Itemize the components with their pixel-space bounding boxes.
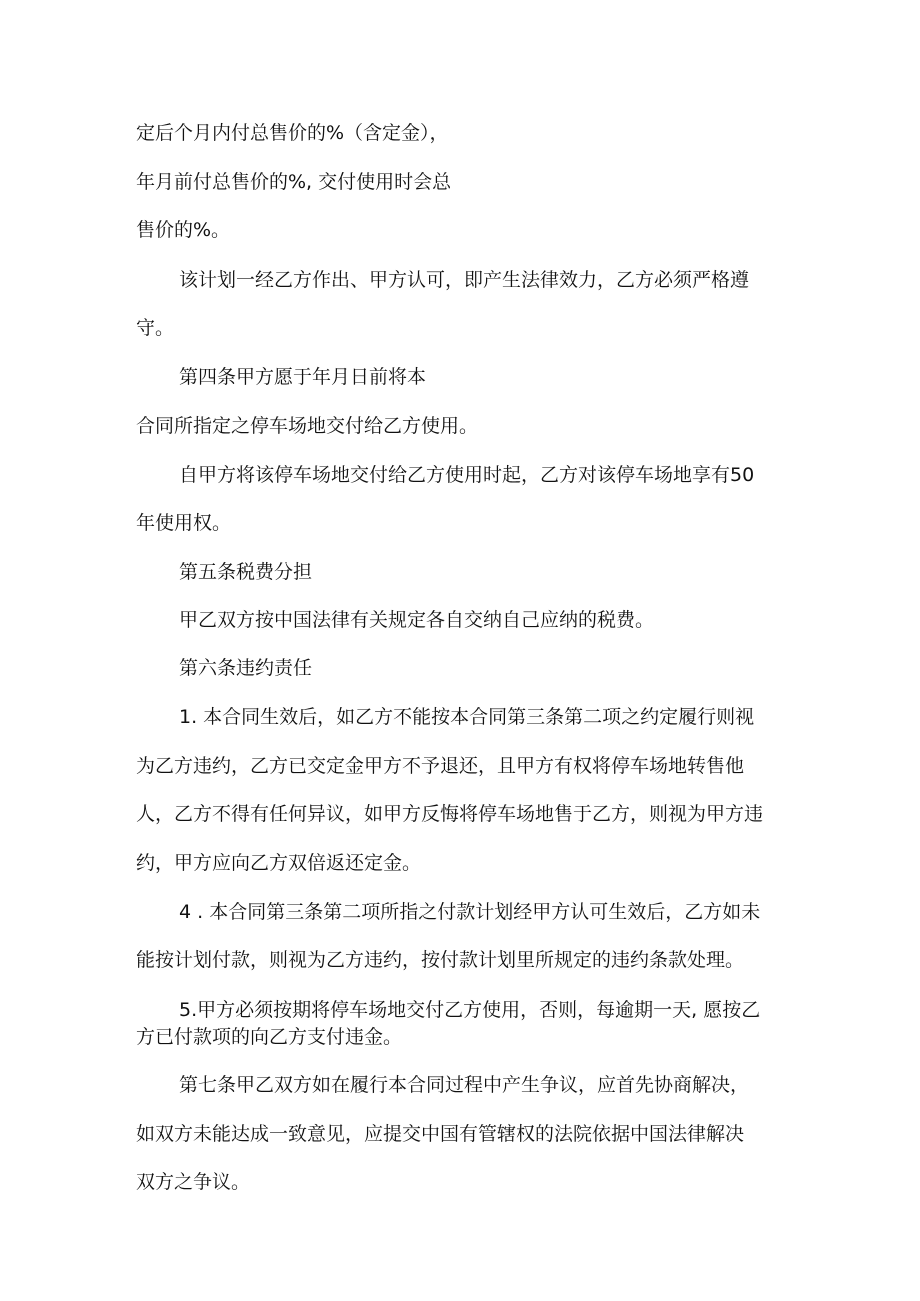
text-line: 年月前付总售价的%, 交付使用时会总 (136, 171, 452, 193)
text-line: 合同所指定之停车场地交付给乙方使用。 (136, 415, 479, 437)
text-line: 第五条税费分担 (179, 561, 313, 583)
text-line: 自甲方将该停车场地交付给乙方使用时起，乙方对该停车场地享有50 (179, 464, 755, 486)
text-line: 为乙方违约，乙方已交定金甲方不予退还，且甲方有权将停车场地转售他 (136, 755, 745, 777)
text-line: 如双方未能达成一致意见，应提交中国有管辖权的法院依据中国法律解决 (136, 1123, 745, 1145)
text-line: 能按计划付款，则视为乙方违约，按付款计划里所规定的违约条款处理。 (136, 949, 745, 971)
text-line: 守。 (136, 317, 175, 339)
text-line: 5.甲方必须按期将停车场地交付乙方使用，否则，每逾期一天, 愿按乙 (179, 999, 761, 1021)
text-line: 甲乙双方按中国法律有关规定各自交纳自己应纳的税费。 (179, 609, 655, 631)
text-line: 1. 本合同生效后，如乙方不能按本合同第三条第二项之约定履行则视 (179, 706, 755, 728)
text-line: 双方之争议。 (136, 1171, 251, 1193)
text-line: 约，甲方应向乙方双倍返还定金。 (136, 852, 422, 874)
text-line: 年使用权。 (136, 512, 232, 534)
text-line: 方已付款项的向乙方支付违金。 (136, 1026, 403, 1048)
text-line: 该计划一经乙方作出、甲方认可，即产生法律效力，乙方必须严格遵 (179, 269, 750, 291)
text-line: 第七条甲乙双方如在履行本合同过程中产生争议，应首先协商解决， (179, 1074, 750, 1096)
text-line: 4 . 本合同第三条第二项所指之付款计划经甲方认可生效后，乙方如未 (179, 901, 761, 923)
text-line: 第六条违约责任 (179, 657, 313, 679)
text-line: 售价的%。 (136, 219, 231, 241)
text-line: 人，乙方不得有任何异议，如甲方反悔将停车场地售于乙方，则视为甲方违 (136, 803, 764, 825)
text-line: 第四条甲方愿于年月日前将本 (179, 366, 427, 388)
text-line: 定后个月内付总售价的%（含定金）， (136, 122, 449, 144)
